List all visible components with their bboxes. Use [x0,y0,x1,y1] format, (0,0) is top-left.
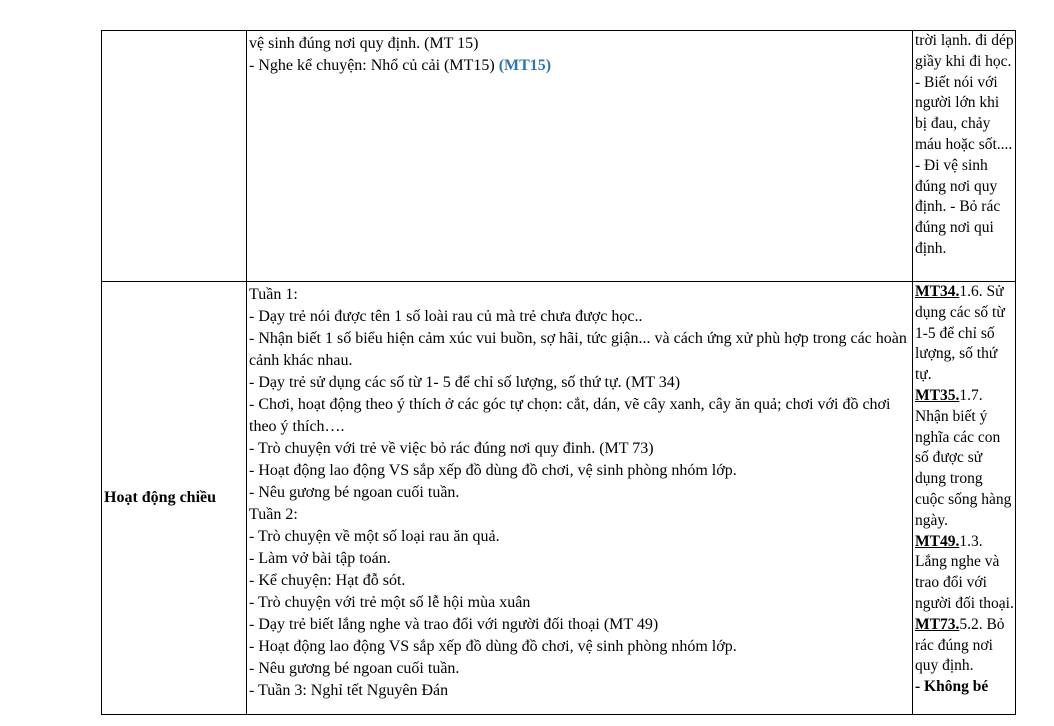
week2-heading: Tuần 2: [249,506,298,523]
content-line: - Nêu gương bé ngoan cuối tuần. [249,660,460,677]
goal-item [915,386,1014,532]
content-line: - Hoạt động lao động VS sắp xếp đồ dùng đồ chơi, vệ sinh phòng nhóm lớp. [249,638,737,655]
content-line: - Trò chuyện với trẻ về việc bỏ rác đúng nơi quy đinh. (MT 73) [249,440,654,457]
row2-label-cell: Hoạt động chiều [102,282,247,715]
goal-tail: - Không bé [915,678,989,696]
story-text: - Nghe kể chuyện: Nhổ củ cải (MT15) [249,57,499,74]
goal-text: 1.3. Lắng nghe và trao đổi với người đối thoại. [915,532,1014,612]
content-line: - Dạy trẻ biết lắng nghe và trao đổi với người đối thoại (MT 49) [249,616,659,633]
goal-text: 1.6. Sử dụng các số từ 1-5 để chỉ số lượng, số thứ tự. [915,283,1005,384]
content-line: - Nhận biết 1 số biểu hiện cảm xúc vui buồn, sợ hãi, tức giận... và cách ứng xử phù hợp trong các hoàn cảnh khác nhau. [249,330,911,369]
goal-item [915,282,1014,386]
content-line: - Dạy trẻ nói được tên 1 số loài rau củ mà trẻ chưa được học.. [249,308,643,325]
content-line: - Dạy trẻ sử dụng các số từ 1- 5 để chỉ số lượng, số thứ tự. (MT 34) [249,374,681,391]
row1-content-cell [247,31,913,282]
goal-text: 1.7. Nhận biết ý nghĩa các con số được sử dụng trong cuộc sống hàng ngày. [915,386,1012,529]
goal-item [915,615,1014,677]
content-line: - Làm vở bài tập toán. [249,550,391,567]
week1-heading: Tuần 1: [249,286,298,303]
goal-item [915,532,1014,615]
story-line [249,55,910,77]
content-line: - Chơi, hoạt động theo ý thích ở các góc tự chọn: cắt, dán, vẽ cây xanh, cây ăn quả; chơi với đồ chơi theo ý thích…. [249,396,895,435]
row2-content-cell [247,282,913,715]
content-line: - Kể chuyện: Hạt đỗ sót. [249,572,406,589]
row2-goals-list [915,282,1014,712]
content-line: - Trò chuyện với trẻ một số lễ hội mùa xuân [249,594,531,611]
story-tag: (MT15) [498,57,552,74]
goal-code: MT73. [915,615,960,633]
content-line: vệ sinh đúng nơi quy định. (MT 15) [249,35,479,52]
goal-code: MT34. [915,283,960,300]
plan-table [101,30,1016,715]
goal-text: 5.2. Bỏ rác đúng nơi quy định. [915,615,1005,675]
row2-goals-cell [913,282,1016,715]
content-line: - Nêu gương bé ngoan cuối tuần. [249,484,460,501]
table-row [102,282,1016,715]
content-line: - Hoạt động lao động VS sắp xếp đồ dùng đồ chơi, vệ sinh phòng nhóm lớp. [249,462,737,479]
row1-goals-text: trời lạnh. đi dép giầy khi đi học. - Biết nói với người lớn khi bị đau, chảy máu hoặc sốt.... - Đi vệ sinh đúng nơi quy định. - Bỏ rác đúng nơi qui định. [915,32,1014,257]
goal-code: MT35. [915,386,960,404]
table-row [102,31,1016,282]
row1-goals-cell [913,31,1016,282]
content-line: - Tuần 3: Nghỉ tết Nguyên Đán [249,682,449,699]
content-line: - Trò chuyện về một số loại rau ăn quả. [249,528,500,545]
goal-code: MT49. [915,532,960,550]
row1-label-cell [102,31,247,282]
